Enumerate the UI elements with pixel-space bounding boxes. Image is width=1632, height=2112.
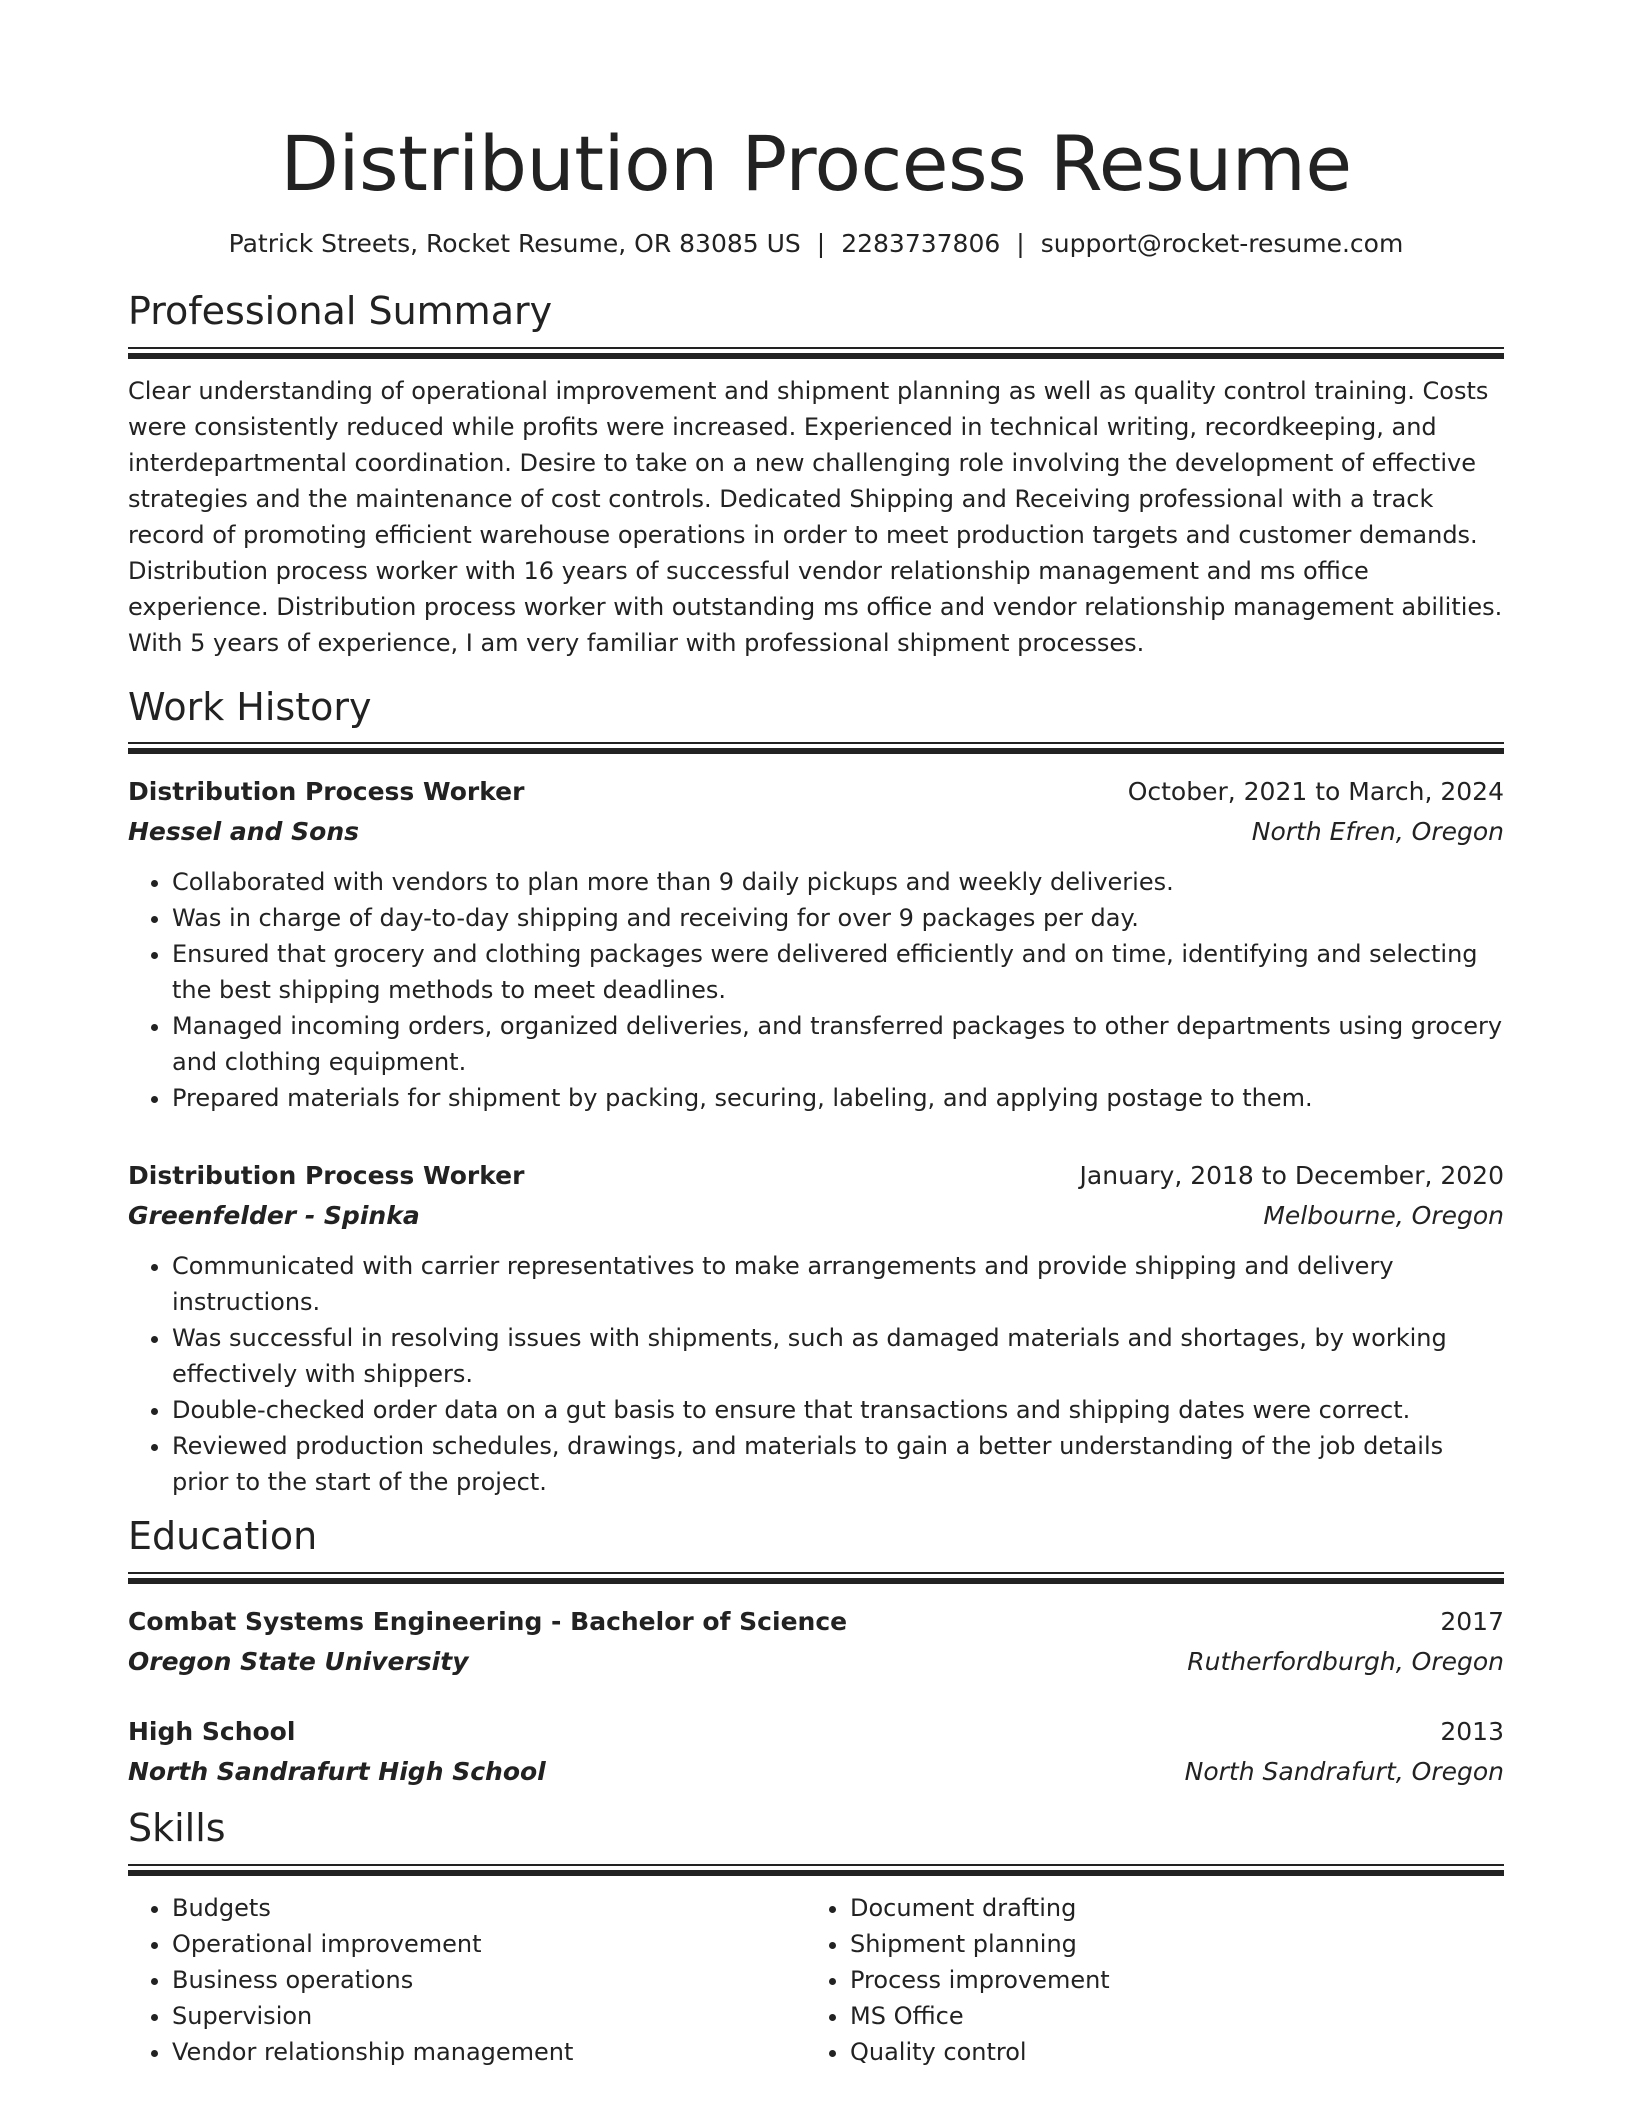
section-title-work-history: Work History [128,684,372,729]
job-bullet: • Ensured that grocery and clothing packages were delivered efficiently and on time, identifying and selecting the best shipping methods to meet deadlines. [172,936,1504,1008]
skill-item: • Supervision [172,1998,806,2034]
job-bullets [128,864,1504,1116]
job-bullet: • Prepared materials for shipment by packing, securing, labeling, and applying postage to them. [172,1080,1504,1116]
skills-columns [128,1890,1504,2070]
education-school: Oregon State University [128,1646,469,1676]
skill-item: • Shipment planning [850,1926,1484,1962]
skills-list-right [806,1890,1484,2070]
job-company: Hessel and Sons [128,817,359,847]
section-divider [128,1572,1504,1584]
contact-separator: | [1016,229,1025,259]
job-bullet: • Double-checked order data on a gut basis to ensure that transactions and shipping dates were correct. [172,1392,1504,1428]
education-school: North Sandrafurt High School [128,1756,546,1786]
section-divider [128,347,1504,359]
education-entry [128,1712,1504,1792]
contact-phone: 2283737806 [841,229,1001,259]
job-dates: October, 2021 to March, 2024 [1127,777,1504,807]
section-title-education: Education [128,1514,318,1559]
contact-line [128,229,1504,259]
job-bullet: • Reviewed production schedules, drawings, and materials to gain a better understanding of the job details prior to the start of the project. [172,1428,1504,1500]
contact-address: Patrick Streets, Rocket Resume, OR 83085 US [228,229,801,259]
resume-page [128,0,1504,2070]
education-header-row [128,1712,1504,1752]
resume-title: Distribution Process Resume [280,119,1352,208]
summary-section [128,289,1504,661]
education-degree: High School [128,1716,296,1746]
job-company: Greenfelder - Spinka [128,1201,420,1231]
education-location: North Sandrafurt, Oregon [1184,1756,1504,1786]
job-title: Distribution Process Worker [128,1161,525,1191]
contact-separator: | [816,229,826,259]
job-title: Distribution Process Worker [128,777,525,807]
section-divider [128,742,1504,754]
skill-item: • Operational improvement [172,1926,806,1962]
education-degree: Combat Systems Engineering - Bachelor of Science [128,1606,848,1636]
education-section [128,1514,1504,1792]
skill-item: • Document drafting [850,1890,1484,1926]
skill-item: • Vendor relationship management [172,2034,806,2070]
education-year: 2013 [1440,1716,1504,1746]
skills-list-left [128,1890,806,2070]
job-bullet: • Was in charge of day-to-day shipping and receiving for over 9 packages per day. [172,900,1504,936]
education-school-row [128,1752,1504,1792]
education-year: 2017 [1440,1606,1504,1636]
education-location: Rutherfordburgh, Oregon [1187,1646,1504,1676]
job-company-row [128,1196,1504,1236]
job-bullet: • Collaborated with vendors to plan more than 9 daily pickups and weekly deliveries. [172,864,1504,900]
work-history-section [128,685,1504,1501]
job-entry [128,772,1504,1116]
skill-item: • Budgets [172,1890,806,1926]
skills-section [128,1806,1504,2070]
education-school-row [128,1642,1504,1682]
job-entry [128,1156,1504,1500]
section-title-skills: Skills [128,1805,226,1850]
skill-item: • Process improvement [850,1962,1484,1998]
job-location: Melbourne, Oregon [1263,1201,1504,1231]
job-bullets [128,1248,1504,1500]
job-dates: January, 2018 to December, 2020 [1079,1161,1504,1191]
job-header-row [128,772,1504,812]
job-header-row [128,1156,1504,1196]
skill-item: • Quality control [850,2034,1484,2070]
job-company-row [128,812,1504,852]
section-title-summary: Professional Summary [128,289,553,334]
job-location: North Efren, Oregon [1251,817,1504,847]
skill-item: • Business operations [172,1962,806,1998]
summary-text: Clear understanding of operational improvement and shipment planning as well as quality control training. Costs were consistently reduced while profits were increased. Experienced in technical writing, recordkeeping, and interdepartmental coordination. Desire to take on a new challenging role involving the development of effective strategies and the maintenance of cost controls. Dedicated Shipping and Receiving professional with a track record of promoting efficient warehouse operations in order to meet production targets and customer demands. Distribution process worker with 16 years of successful vendor relationship management and ms office experience. Distribution process worker with outstanding ms office and vendor relationship management abilities. With 5 years of experience, I am very familiar with professional shipment processes. [128,376,1503,657]
education-header-row [128,1602,1504,1642]
job-bullet: • Was successful in resolving issues with shipments, such as damaged materials and shortages, by working effectively with shippers. [172,1320,1504,1392]
contact-email: support@rocket-resume.com [1040,229,1404,259]
education-entry [128,1602,1504,1682]
section-divider [128,1864,1504,1876]
skill-item: • MS Office [850,1998,1484,2034]
job-bullet: • Managed incoming orders, organized deliveries, and transferred packages to other departments using grocery and clothing equipment. [172,1008,1504,1080]
job-bullet: • Communicated with carrier representatives to make arrangements and provide shipping and delivery instructions. [172,1248,1504,1320]
